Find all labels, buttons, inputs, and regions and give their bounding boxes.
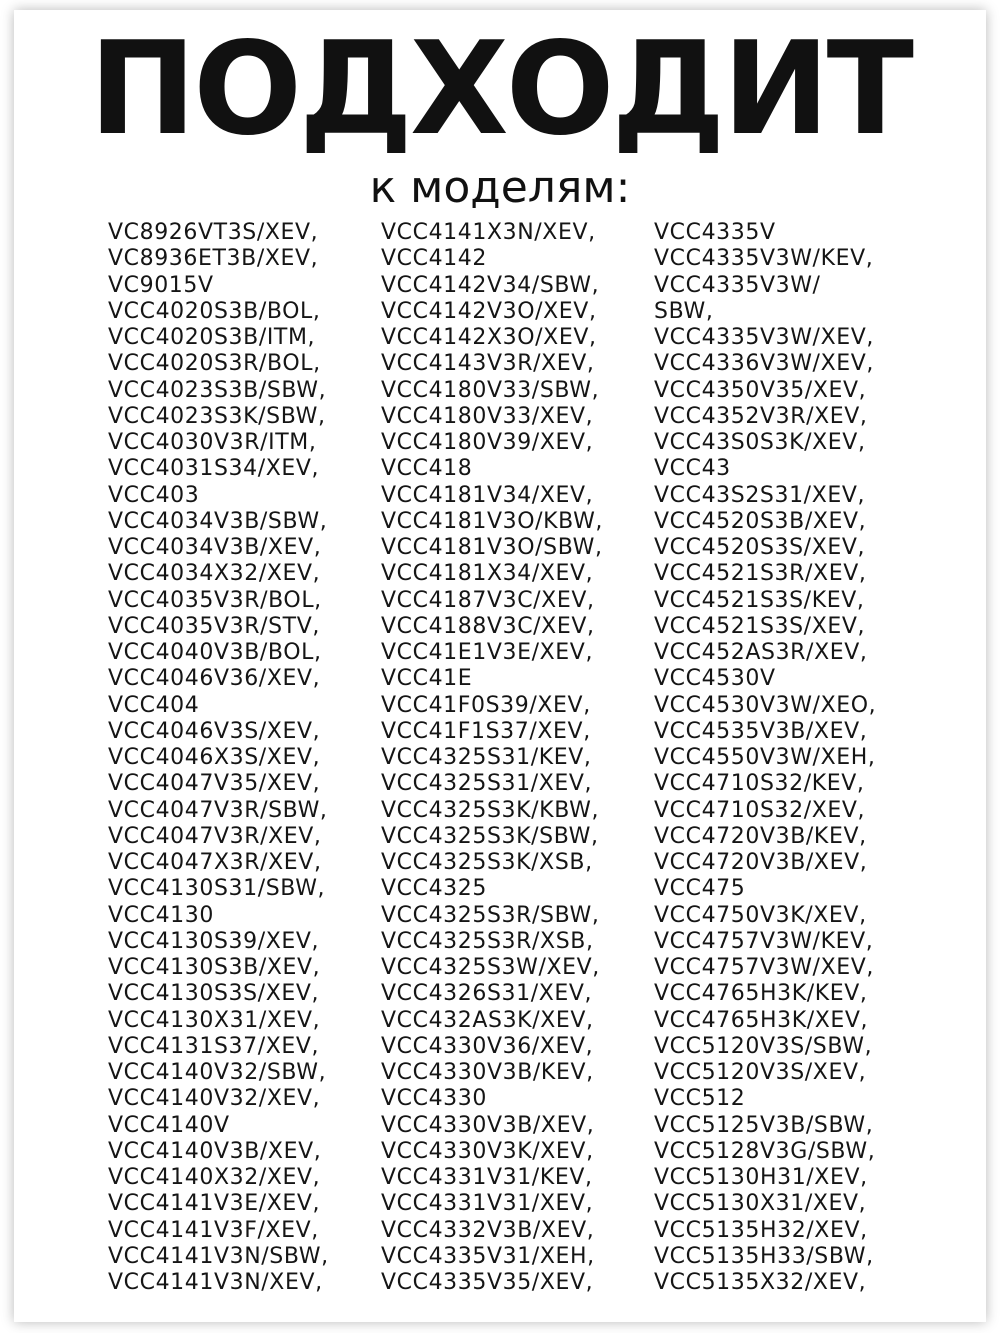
model-item: VCC4335V31/XEH, xyxy=(381,1243,595,1269)
model-item: VCC4142X3O/XEV, xyxy=(381,325,597,350)
model-item: VCC4521S3S/XEV, xyxy=(654,613,866,639)
model-item: VCC475 xyxy=(654,876,746,902)
model-item: VCC4030V3R/ITM, xyxy=(108,430,317,455)
model-item: VCC4325S31/XEV, xyxy=(381,771,593,797)
model-item: VCC4330V3B/XEV, xyxy=(381,1112,595,1138)
model-item: VCC4034X32/XEV, xyxy=(108,561,321,587)
model-item: VCC4031S34/XEV, xyxy=(108,456,320,482)
model-item: VCC4140V32/XEV, xyxy=(108,1086,321,1112)
model-item: VCC4530V3W/XEO, xyxy=(654,692,877,718)
model-item: VCC4046V36/XEV, xyxy=(108,666,321,692)
model-item: VCC4140V xyxy=(108,1112,230,1138)
model-item: VCC4140V3B/XEV, xyxy=(108,1138,322,1164)
model-item: VCC4046X3S/XEV, xyxy=(108,745,321,770)
model-item: VCC4330 xyxy=(381,1086,487,1112)
model-item: VCC4350V35/XEV, xyxy=(654,377,867,403)
model-item: VCC4047V3R/SBW, xyxy=(108,797,328,823)
model-item: VC8926VT3S/XEV, xyxy=(108,220,319,245)
model-item: VCC43S0S3K/XEV, xyxy=(654,430,866,455)
model-item: VCC4020S3B/BOL, xyxy=(108,298,321,324)
model-item: VCC4325S3K/SBW, xyxy=(381,823,599,849)
model-item: VCC4130S39/XEV, xyxy=(108,928,320,954)
page-title: ПОДХОДИТ xyxy=(89,15,911,164)
model-item: VCC418 xyxy=(381,456,473,482)
model-item: VCC4330V36/XEV, xyxy=(381,1033,594,1059)
model-item: VCC4130S3B/XEV, xyxy=(108,955,321,980)
model-item: VCC4143V3R/XEV, xyxy=(381,351,595,377)
model-item: SBW, xyxy=(654,298,714,324)
model-item: VCC4325S3K/KBW, xyxy=(381,797,600,823)
model-item: VCC4035V3R/STV, xyxy=(108,613,320,639)
model-item: VCC43 xyxy=(654,456,731,482)
model-item: VCC5130X31/XEV, xyxy=(654,1191,867,1217)
model-item: VCC4325S31/KEV, xyxy=(381,745,592,770)
model-item: VCC4530V xyxy=(654,666,776,692)
model-item: VCC4180V39/XEV, xyxy=(381,430,594,455)
model-item: VCC4330V3K/XEV, xyxy=(381,1138,594,1164)
model-item: VCC4520S3B/XEV, xyxy=(654,508,867,534)
model-item: VC8936ET3B/XEV, xyxy=(108,246,319,272)
model-item: VCC4047V35/XEV, xyxy=(108,771,321,797)
model-item: VCC4331V31/XEV, xyxy=(381,1191,594,1217)
model-item: VCC5130H31/XEV, xyxy=(654,1165,868,1190)
model-item: VCC4765H3K/XEV, xyxy=(654,1007,869,1033)
model-item: VCC4710S32/KEV, xyxy=(654,771,865,797)
model-item: VCC4023S3B/SBW, xyxy=(108,377,327,403)
model-item: VCC4040V3B/BOL, xyxy=(108,640,322,665)
model-item: VCC4550V3W/XEH, xyxy=(654,745,876,770)
model-item: VCC4180V33/SBW, xyxy=(381,377,600,403)
model-item: VCC4331V31/KEV, xyxy=(381,1165,593,1190)
model-item: VCC4336V3W/XEV, xyxy=(654,351,874,377)
model-item: VCC4335V3W/ xyxy=(654,272,821,298)
model-item: VCC4130 xyxy=(108,902,214,928)
model-item: VCC4130X31/XEV, xyxy=(108,1007,321,1033)
model-item: VCC4141V3N/XEV, xyxy=(108,1270,323,1295)
model-item: VCC5120V3S/XEV, xyxy=(654,1060,867,1085)
model-item: VCC4335V35/XEV, xyxy=(381,1270,594,1295)
model-item: VCC512 xyxy=(654,1086,746,1112)
model-item: VCC4720V3B/XEV, xyxy=(654,850,868,875)
model-item: VCC452AS3R/XEV, xyxy=(654,640,868,665)
model-list xyxy=(108,220,968,1296)
model-item: VCC4140X32/XEV, xyxy=(108,1165,321,1190)
model-column-2 xyxy=(381,220,654,1296)
model-item: VCC4535V3B/XEV, xyxy=(654,718,868,744)
model-item: VCC5120V3S/SBW, xyxy=(654,1033,873,1059)
model-item: VCC4141V3F/XEV, xyxy=(108,1217,319,1243)
model-item: VCC4130S31/SBW, xyxy=(108,876,326,902)
model-item: VCC4720V3B/KEV, xyxy=(654,823,867,849)
model-item: VCC5135H33/SBW, xyxy=(654,1243,874,1269)
model-column-1 xyxy=(108,220,381,1296)
model-item: VCC4757V3W/XEV, xyxy=(654,955,874,980)
model-item: VCC4047X3R/XEV, xyxy=(108,850,322,875)
model-item: VCC4750V3K/XEV, xyxy=(654,902,867,928)
model-item: VCC4325S3W/XEV, xyxy=(381,955,600,980)
model-item: VCC4710S32/XEV, xyxy=(654,797,866,823)
model-item: VCC4325 xyxy=(381,876,487,902)
model-item: VCC5135X32/XEV, xyxy=(654,1270,867,1295)
model-item: VCC4140V32/SBW, xyxy=(108,1060,327,1085)
model-item: VCC4142V3O/XEV, xyxy=(381,298,597,324)
model-item: VC9015V xyxy=(108,272,214,298)
model-item: VCC4035V3R/BOL, xyxy=(108,587,322,613)
model-item: VCC4181X34/XEV, xyxy=(381,561,594,587)
model-item: VCC41E xyxy=(381,666,473,692)
model-item: VCC4765H3K/KEV, xyxy=(654,981,868,1007)
model-item: VCC4131S37/XEV, xyxy=(108,1033,320,1059)
model-item: VCC404 xyxy=(108,692,200,718)
model-item: VCC4130S3S/XEV, xyxy=(108,981,320,1007)
model-column-3 xyxy=(654,220,927,1296)
model-item: VCC4325S3R/SBW, xyxy=(381,902,600,928)
model-item: VCC41F1S37/XEV, xyxy=(381,718,591,744)
model-item: VCC4335V3W/KEV, xyxy=(654,246,874,272)
model-item: VCC4352V3R/XEV, xyxy=(654,403,868,429)
model-item: VCC4142V34/SBW, xyxy=(381,272,600,298)
model-item: VCC4020S3B/ITM, xyxy=(108,325,316,350)
model-item: VCC4325S3R/XSB, xyxy=(381,928,594,954)
model-item: VCC41E1V3E/XEV, xyxy=(381,640,594,665)
model-item: VCC4325S3K/XSB, xyxy=(381,850,593,875)
model-item: VCC4047V3R/XEV, xyxy=(108,823,322,849)
model-item: VCC4520S3S/XEV, xyxy=(654,535,866,560)
model-item: VCC43S2S31/XEV, xyxy=(654,482,866,508)
model-item: VCC4332V3B/XEV, xyxy=(381,1217,595,1243)
model-item: VCC403 xyxy=(108,482,200,508)
model-item: VCC4020S3R/BOL, xyxy=(108,351,321,377)
model-item: VCC4181V3O/SBW, xyxy=(381,535,603,560)
model-item: VCC4141V3E/XEV, xyxy=(108,1191,321,1217)
model-item: VCC4187V3C/XEV, xyxy=(381,587,595,613)
model-item: VCC5135H32/XEV, xyxy=(654,1217,868,1243)
model-item: VCC4326S31/XEV, xyxy=(381,981,593,1007)
model-item: VCC41F0S39/XEV, xyxy=(381,692,591,718)
model-item: VCC4335V xyxy=(654,220,776,245)
model-item: VCC4180V33/XEV, xyxy=(381,403,594,429)
model-item: VCC4023S3K/SBW, xyxy=(108,403,326,429)
page-subtitle: к моделям: xyxy=(369,162,631,213)
model-item: VCC4188V3C/XEV, xyxy=(381,613,595,639)
model-item: VCC4141X3N/XEV, xyxy=(381,220,596,245)
model-item: VCC4034V3B/XEV, xyxy=(108,535,322,560)
model-item: VCC5128V3G/SBW, xyxy=(654,1138,876,1164)
model-item: VCC4046V3S/XEV, xyxy=(108,718,321,744)
model-item: VCC4521S3S/KEV, xyxy=(654,587,865,613)
model-item: VCC4034V3B/SBW, xyxy=(108,508,328,534)
model-item: VCC5125V3B/SBW, xyxy=(654,1112,874,1138)
model-item: VCC4181V3O/KBW, xyxy=(381,508,604,534)
model-item: VCC4142 xyxy=(381,246,487,272)
model-item: VCC4141V3N/SBW, xyxy=(108,1243,329,1269)
model-item: VCC4181V34/XEV, xyxy=(381,482,594,508)
model-item: VCC4335V3W/XEV, xyxy=(654,325,874,350)
model-item: VCC4330V3B/KEV, xyxy=(381,1060,594,1085)
model-item: VCC4757V3W/KEV, xyxy=(654,928,874,954)
model-item: VCC4521S3R/XEV, xyxy=(654,561,867,587)
model-item: VCC432AS3K/XEV, xyxy=(381,1007,594,1033)
